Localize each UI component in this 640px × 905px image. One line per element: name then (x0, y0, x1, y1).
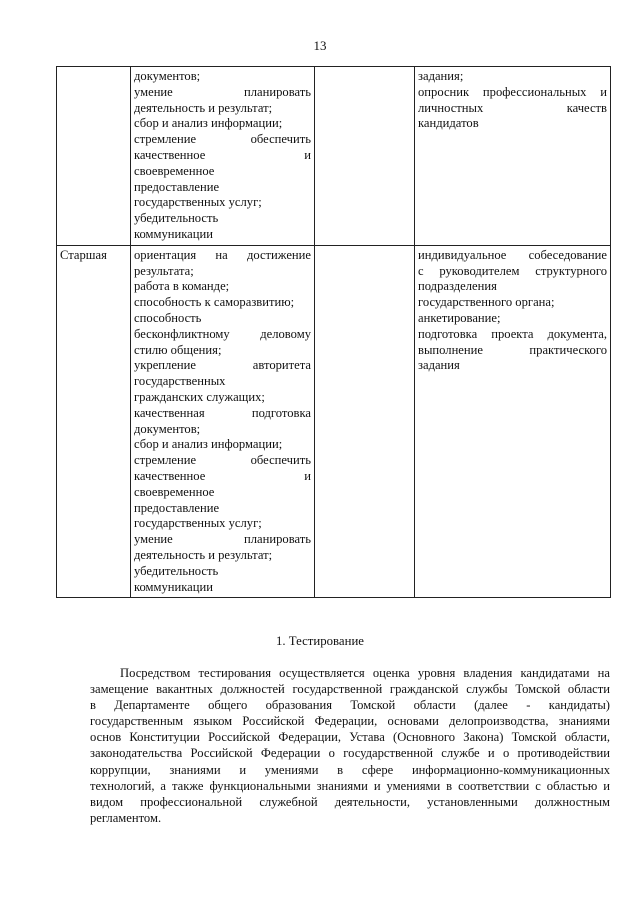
method-line: личностных качеств (418, 100, 607, 115)
paragraph-line: технологий, а также функциональными знаниями и умениями в соответствии с областью и (90, 778, 610, 793)
method-line: кандидатов (418, 116, 479, 131)
skill-line: убедительность (134, 563, 219, 578)
skill-line: предоставление (134, 179, 220, 194)
skill-line: бесконфликтному деловому (134, 326, 311, 341)
skill-line: работа в команде; (134, 279, 230, 294)
table-body (57, 67, 611, 598)
skill-line: государственных (134, 374, 226, 389)
paragraph-line: основ Конституции Российской Федерации, Устава (Основного Закона) Томской области, (90, 730, 610, 745)
qualification-table (56, 66, 611, 598)
skill-line: своевременное (134, 163, 215, 178)
paragraph-line: видом профессиональной служебной деятельности, установленными должностным (90, 794, 610, 809)
skill-line: стремление обеспечить (134, 132, 311, 147)
skills-cell (131, 245, 315, 598)
skill-line: качественное и (134, 468, 311, 483)
skill-line: документов; (134, 69, 201, 83)
skill-line: качественное и (134, 147, 311, 162)
testing-paragraph (90, 665, 610, 826)
paragraph-line: коррупции, знаниями и умениями в сфере информационно-коммуникационных (90, 762, 610, 777)
method-line: задания (418, 358, 460, 373)
skill-line: государственных услуг; (134, 516, 262, 531)
paragraph-line: в Департаменте общего образования Томской области (далее - кандидаты) (90, 698, 610, 713)
empty-cell (315, 245, 415, 598)
page-number: 13 (313, 38, 327, 53)
method-line: с руководителем структурного (418, 263, 607, 278)
skill-line: убедительность (134, 211, 219, 226)
skill-line: коммуникации (134, 226, 213, 241)
paragraph-line: Посредством тестирования осуществляется оценка уровня владения кандидатами на (120, 666, 610, 680)
skill-line: способность (134, 310, 202, 325)
paragraph-line: законодательства Российской Федерации о государственной службе и о противодействии (90, 746, 610, 761)
skill-line: умение планировать (134, 532, 311, 547)
skill-line: укрепление авторитета (134, 358, 311, 373)
skill-line: сбор и анализ информации; (134, 437, 283, 452)
skill-line: стилю общения; (134, 342, 222, 357)
paragraph-line: регламентом. (90, 810, 162, 825)
skill-line: ориентация на достижение (134, 247, 311, 262)
method-line: выполнение практического (418, 342, 607, 357)
skill-line: документов; (134, 421, 201, 436)
skill-line: сбор и анализ информации; (134, 116, 283, 131)
skill-line: гражданских служащих; (134, 389, 265, 404)
method-line: подготовка проекта документа, (418, 326, 607, 341)
method-line: индивидуальное собеседование (418, 247, 607, 262)
skill-line: государственных услуг; (134, 195, 262, 210)
level-cell (57, 67, 131, 246)
skill-line: способность к саморазвитию; (134, 295, 295, 310)
skills-cell (131, 67, 315, 246)
method-line: анкетирование; (418, 310, 501, 325)
skill-line: своевременное (134, 484, 215, 499)
method-line: государственного органа; (418, 295, 555, 310)
table-row (57, 67, 611, 246)
paragraph-line: государственным языком Российской Федерации, основами делопроизводства, знаниями (90, 714, 610, 729)
skill-line: умение планировать (134, 84, 311, 99)
table-row (57, 245, 611, 598)
skill-line: деятельность и результат; (134, 547, 273, 562)
methods-cell (415, 245, 611, 598)
skill-line: стремление обеспечить (134, 453, 311, 468)
skill-line: коммуникации (134, 579, 213, 594)
method-line: опросник профессиональных и (418, 84, 607, 99)
skill-line: качественная подготовка (134, 405, 311, 420)
level-label: Старшая (60, 247, 107, 262)
level-cell (57, 245, 131, 598)
paragraph-line: замещение вакантных должностей государственной гражданской службы Томской области (90, 682, 610, 697)
method-line: подразделения (418, 279, 497, 294)
skill-line: результата; (134, 263, 194, 278)
empty-cell (315, 67, 415, 246)
skill-line: деятельность и результат; (134, 100, 273, 115)
method-line: задания; (418, 69, 464, 83)
skill-line: предоставление (134, 500, 220, 515)
methods-cell (415, 67, 611, 246)
section-heading: 1. Тестирование (276, 634, 364, 648)
